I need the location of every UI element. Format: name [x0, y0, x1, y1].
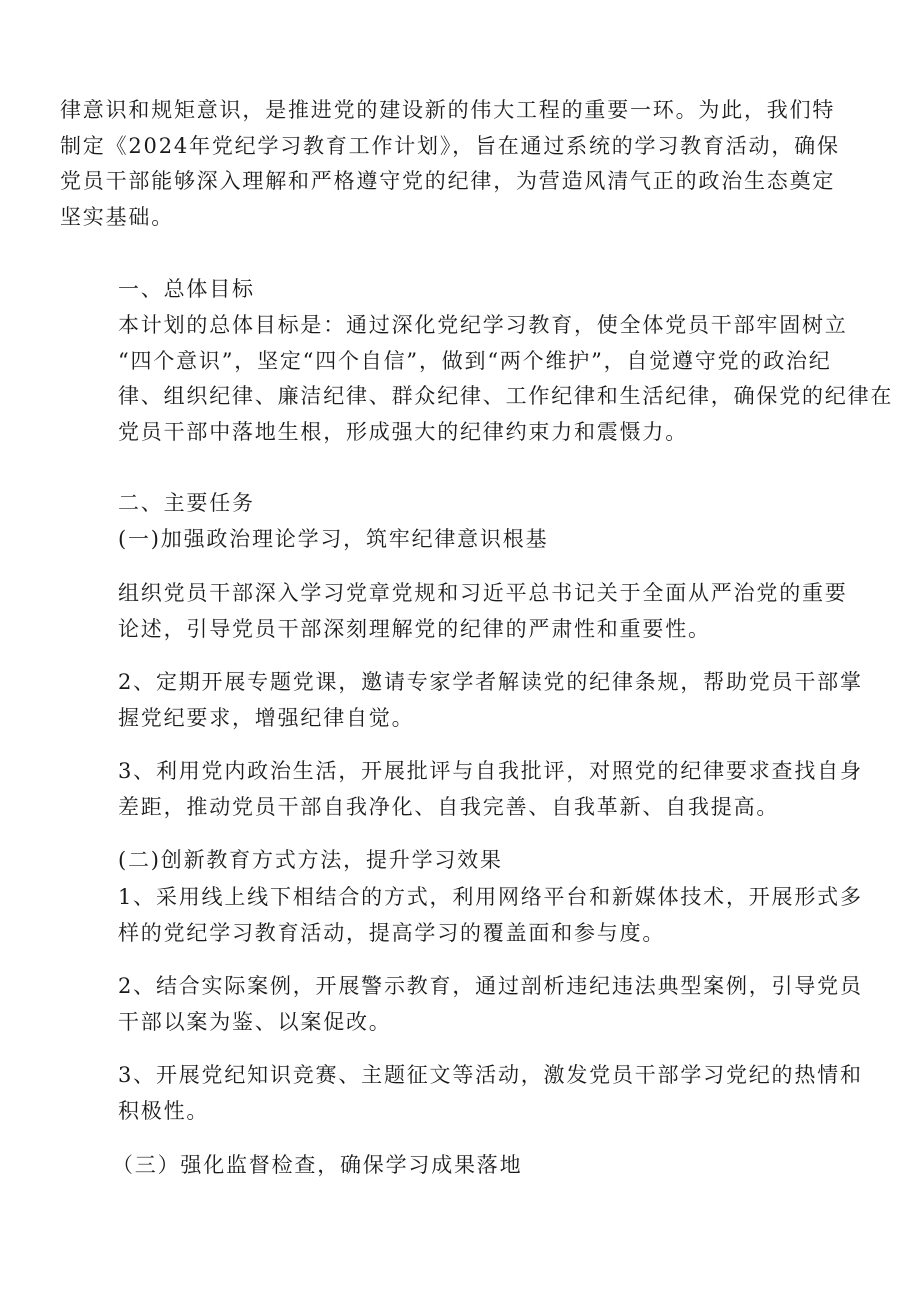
text-line: 律意识和规矩意识，是推进党的建设新的伟大工程的重要一环。为此，我们特 — [60, 98, 836, 122]
text-line: “四个意识”，坚定“四个自信”，做到“两个维护”，自觉遵守党的政治纪 — [118, 348, 832, 373]
text-line: 3、开展党纪知识竞赛、主题征文等活动，激发党员干部学习党纪的热情和 — [118, 1063, 863, 1087]
text-line: 1、采用线上线下相结合的方式，利用网络平台和新媒体技术，开展形式多 — [118, 885, 863, 909]
paragraph-task-1-intro — [60, 576, 848, 647]
paragraph-task-2-item-3 — [60, 1058, 863, 1129]
paragraph-task-2-item-1 — [60, 880, 863, 951]
text-line: 本计划的总体目标是：通过深化党纪学习教育，使全体党员干部牢固树立 — [118, 313, 848, 337]
subheading-task-1 — [118, 522, 548, 558]
text-line: 论述，引导党员干部深刻理解党的纪律的严肃性和重要性。 — [118, 616, 711, 641]
paragraph-overall-goal — [60, 308, 893, 450]
text-line: 党员干部能够深入理解和严格遵守党的纪律，为营造风清气正的政治生态奠定 — [60, 169, 836, 194]
paragraph-task-1-item-3 — [60, 754, 863, 825]
heading-overall-goal — [118, 272, 255, 308]
text-line: 2、定期开展专题党课，邀请专家学者解读党的纪律条规，帮助党员干部掌 — [118, 670, 863, 694]
subheading-text: (二)创新教育方式方法，提升学习效果 — [118, 848, 503, 872]
text-line: 握党纪要求，增强纪律自觉。 — [118, 705, 415, 730]
text-line: 坚实基础。 — [60, 204, 174, 229]
text-line: 3、利用党内政治生活，开展批评与自我批评，对照党的纪律要求查找自身 — [118, 759, 863, 783]
paragraph-intro-continued — [60, 93, 840, 235]
subheading-task-3 — [112, 1148, 522, 1184]
subheading-task-2 — [118, 843, 503, 879]
text-line: 干部以案为鉴、以案促改。 — [118, 1009, 392, 1034]
text-line: 积极性。 — [118, 1098, 210, 1123]
text-line: 党员干部中落地生根，形成强大的纪律约束力和震慑力。 — [118, 419, 688, 444]
text-line: 样的党纪学习教育活动，提高学习的覆盖面和参与度。 — [118, 920, 666, 945]
heading-text: 二、主要任务 — [118, 491, 255, 515]
paragraph-task-2-item-2 — [60, 969, 863, 1040]
subheading-text: (一)加强政治理论学习，筑牢纪律意识根基 — [118, 527, 549, 551]
text-line: 律、组织纪律、廉洁纪律、群众纪律、工作纪律和生活纪律，确保党的纪律在 — [118, 384, 894, 409]
text-line: 2、结合实际案例，开展警示教育，通过剖析违纪违法典型案例，引导党员 — [118, 974, 863, 998]
text-line: 制定《2024年党纪学习教育工作计划》，旨在通过系统的学习教育活动，确保 — [60, 133, 840, 158]
paragraph-task-1-item-2 — [60, 665, 863, 736]
heading-text: 一、总体目标 — [118, 277, 255, 301]
subheading-text: （三）强化监督检查，确保学习成果落地 — [112, 1153, 523, 1177]
text-line: 组织党员干部深入学习党章党规和习近平总书记关于全面从严治党的重要 — [118, 581, 848, 605]
text-line: 差距，推动党员干部自我净化、自我完善、自我革新、自我提高。 — [118, 794, 780, 819]
heading-main-tasks — [118, 486, 255, 522]
